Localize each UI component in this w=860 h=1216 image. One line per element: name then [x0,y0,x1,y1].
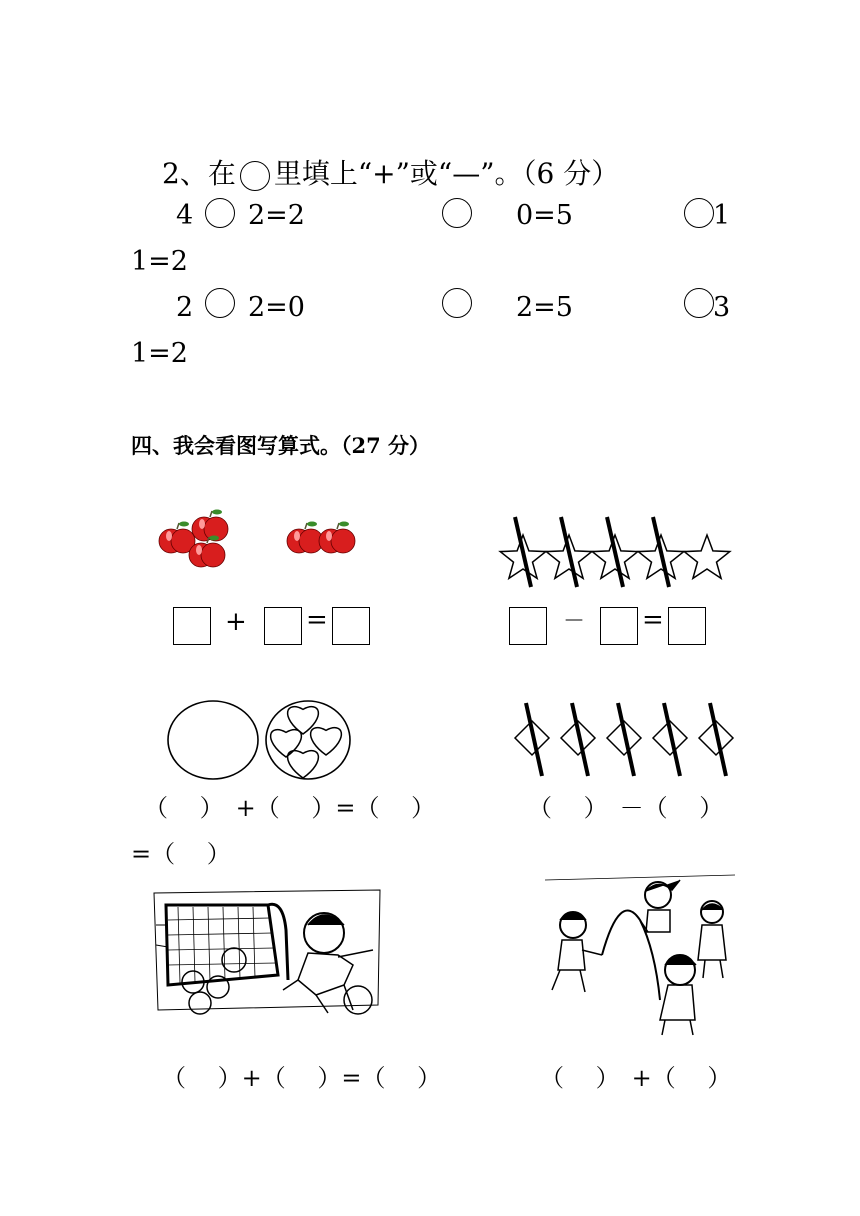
diamonds-equation: （ ） －（ ） [528,794,724,822]
answer-box-apples-1[interactable] [173,607,211,645]
jump-rope-equation: （ ） +（ ） [540,1064,732,1092]
eq-1a-right: 2=2 [248,200,305,231]
section-title: 四、我会看图写算式。（27 分） [131,433,431,458]
apple-icon [159,522,195,554]
heart-icon [288,751,319,778]
q2-instruction: 里填上“+”或“—”。（6 分） [273,157,620,190]
circle-blank-1a[interactable] [205,198,235,228]
circle-blank-1b[interactable] [442,198,472,228]
circle-blank-icon [240,161,270,191]
hearts-equation: （ ） +（ ）=（ ） [144,794,436,822]
answer-box-stars-3[interactable] [668,607,706,645]
cross-out-line [653,517,669,587]
eq-2c-right: 3 [713,292,731,323]
answer-box-stars-1[interactable] [509,607,547,645]
cross-out-line [561,517,577,587]
apples-picture [150,505,370,580]
eq-1b-right: 0=5 [516,200,573,231]
equals-sign: = [306,605,328,635]
eq-2a-right: 2=0 [248,292,305,323]
answer-box-stars-2[interactable] [600,607,638,645]
cross-out-line [664,703,680,776]
cross-out-line [572,703,588,776]
answer-box-apples-2[interactable] [264,607,302,645]
star-icon [684,535,730,578]
cross-out-line [710,703,726,776]
q2-title [162,152,619,192]
cross-out-line [526,703,542,776]
stars-picture [495,515,735,590]
answer-box-apples-3[interactable] [332,607,370,645]
jump-rope-picture [540,870,740,1040]
minus-sign: － [563,609,586,634]
eq-2a-left: 2 [176,292,194,323]
cross-out-line [607,517,623,587]
diamonds-equation-wrap: =（ ） [131,840,231,868]
diamonds-picture [512,708,742,783]
plus-sign: + [225,607,247,637]
equals-sign-2: = [642,605,664,635]
soccer-equation: （ ）+（ ）=（ ） [162,1064,442,1092]
eq-2c-wrap: 1=2 [131,338,188,369]
heart-icon [271,730,302,757]
apple-icon [192,510,228,542]
eq-2b-right: 2=5 [516,292,573,323]
cross-out-line [515,517,531,587]
ovals-hearts-picture [160,695,360,785]
apple-icon [319,522,355,554]
cross-out-line [618,703,634,776]
eq-1c-right: 1 [713,200,731,231]
circle-blank-2c[interactable] [684,288,714,318]
eq-1a-left: 4 [176,200,194,231]
circle-blank-1c[interactable] [684,198,714,228]
apple-icon [287,522,323,554]
soccer-goal-picture [148,885,388,1025]
circle-blank-2a[interactable] [205,288,235,318]
eq-1c-wrap: 1=2 [131,246,188,277]
circle-blank-2b[interactable] [442,288,472,318]
q2-number: 2、在 [162,157,236,190]
